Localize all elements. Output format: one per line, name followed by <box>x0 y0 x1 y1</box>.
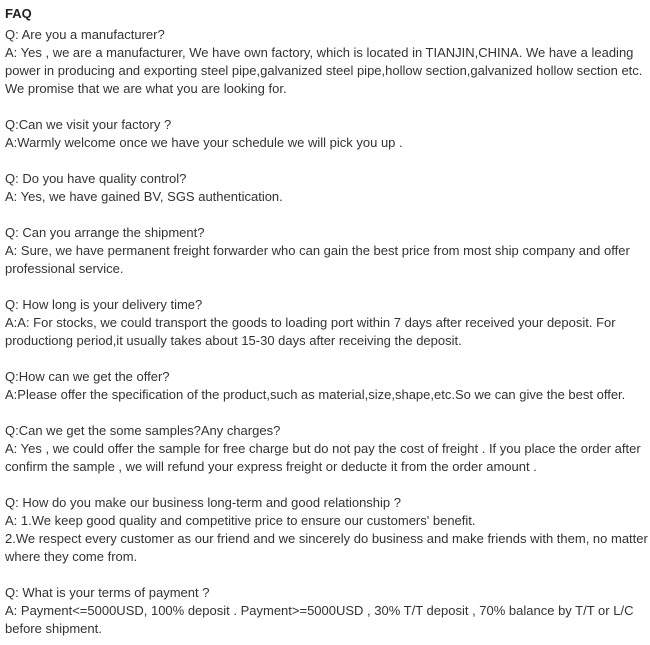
faq-question: Q: Do you have quality control? <box>5 171 187 186</box>
faq-answer: A: Sure, we have permanent freight forwarder who can gain the best price from most ship company and offer <box>5 243 630 258</box>
faq-answer: before shipment. <box>5 621 102 636</box>
faq-question: Q:Can we get the some samples?Any charges? <box>5 423 281 438</box>
faq-answer: productiong period,it usually takes about 15-30 days after receiving the deposit. <box>5 333 462 348</box>
faq-answer: A: Yes , we are a manufacturer, We have own factory, which is located in TIANJIN,CHINA. We have a leading <box>5 45 634 60</box>
faq-answer: where they come from. <box>5 549 138 564</box>
faq-item <box>5 26 650 98</box>
faq-question: Q:Can we visit your factory ? <box>5 117 172 132</box>
faq-answer: We promise that we are what you are looking for. <box>5 81 287 96</box>
faq-item <box>5 584 650 638</box>
faq-item <box>5 494 650 566</box>
faq-heading: FAQ <box>5 6 32 21</box>
faq-item <box>5 422 650 476</box>
faq-question: Q: How do you make our business long-term and good relationship ? <box>5 495 401 510</box>
faq-answer: professional service. <box>5 261 124 276</box>
faq-answer: A: Payment<=5000USD, 100% deposit . Payment>=5000USD , 30% T/T deposit , 70% balance by T/T or L/C <box>5 603 634 618</box>
faq-answer: A: Yes, we have gained BV, SGS authentication. <box>5 189 283 204</box>
faq-question: Q:How can we get the offer? <box>5 369 170 384</box>
faq-question: Q: How long is your delivery time? <box>5 297 203 312</box>
faq-answer: A:A: For stocks, we could transport the goods to loading port within 7 days after received your deposit. For <box>5 315 616 330</box>
faq-item <box>5 368 650 404</box>
faq-list <box>5 26 650 638</box>
faq-item <box>5 224 650 278</box>
faq-answer: confirm the sample , we will refund your express freight or deducte it from the order amount . <box>5 459 537 474</box>
faq-item <box>5 296 650 350</box>
faq-answer: A: 1.We keep good quality and competitive price to ensure our customers' benefit. <box>5 513 476 528</box>
faq-answer: A:Please offer the specification of the product,such as material,size,shape,etc.So we can give the best offer. <box>5 387 626 402</box>
faq-question: Q: What is your terms of payment ? <box>5 585 210 600</box>
faq-answer: A:Warmly welcome once we have your schedule we will pick you up . <box>5 135 403 150</box>
faq-question: Q: Are you a manufacturer? <box>5 27 165 42</box>
faq-question: Q: Can you arrange the shipment? <box>5 225 205 240</box>
faq-answer: 2.We respect every customer as our friend and we sincerely do business and make friends with them, no matter <box>5 531 648 546</box>
faq-item <box>5 116 650 152</box>
faq-item <box>5 170 650 206</box>
faq-answer: A: Yes , we could offer the sample for free charge but do not pay the cost of freight . If you place the order after <box>5 441 641 456</box>
faq-answer: power in producing and exporting steel pipe,galvanized steel pipe,hollow section,galvanized hollow section etc. <box>5 63 643 78</box>
